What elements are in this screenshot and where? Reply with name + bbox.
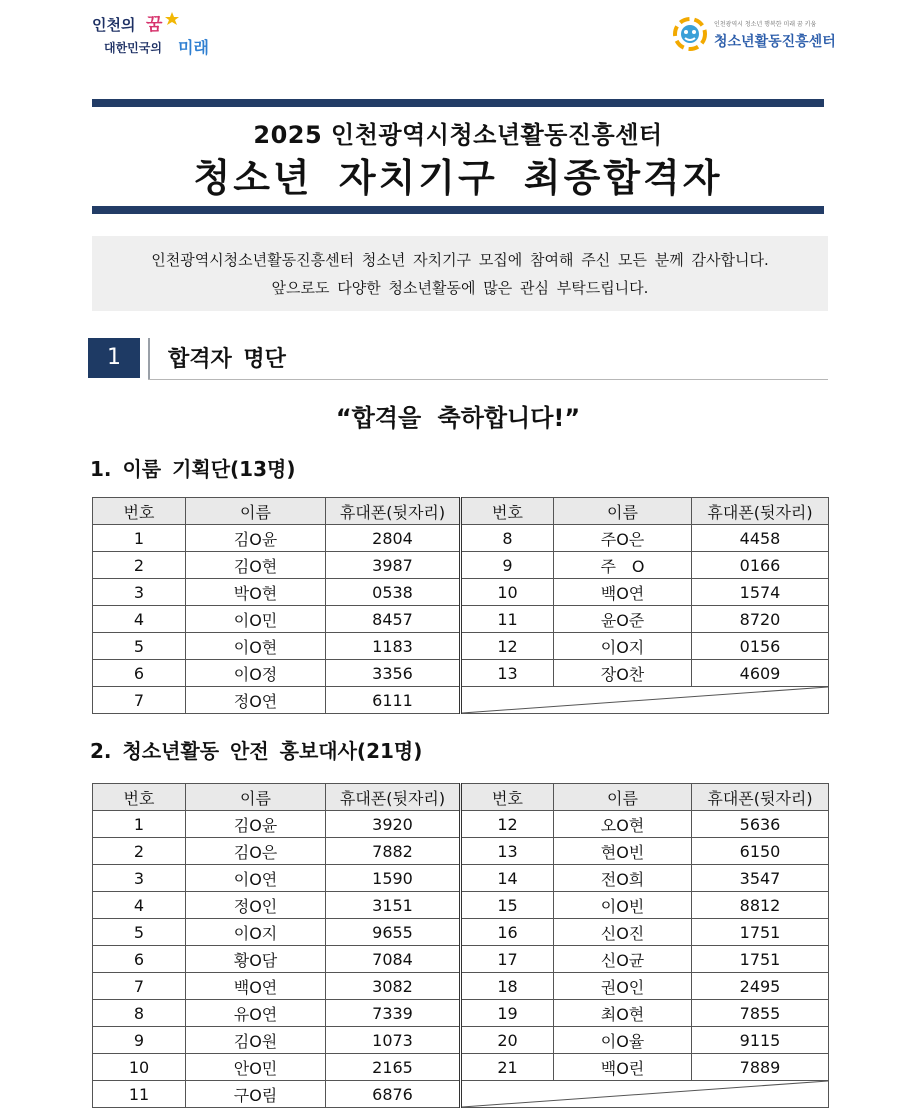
- group-2-body: [93, 811, 829, 1108]
- table-row: [93, 1081, 829, 1108]
- cell-no: 19: [461, 1000, 554, 1027]
- svg-text:청소년활동진흥센터: 청소년활동진흥센터: [714, 34, 836, 50]
- cell-no: 4: [93, 606, 186, 633]
- cell-phone: 6111: [326, 687, 461, 714]
- header-phone: 휴대폰(뒷자리): [326, 498, 461, 525]
- cell-phone: 7339: [326, 1000, 461, 1027]
- header-name: 이름: [186, 498, 326, 525]
- incheon-dream-logo: [86, 8, 236, 60]
- cell-name: 현O빈: [554, 838, 692, 865]
- thank-you-notice: [92, 236, 828, 311]
- notice-line-2: 앞으로도 다양한 청소년활동에 많은 관심 부탁드립니다.: [271, 279, 649, 297]
- cell-no: 6: [93, 946, 186, 973]
- table-row: [93, 606, 829, 633]
- cell-no: 3: [93, 865, 186, 892]
- cell-name: 이O정: [186, 660, 326, 687]
- cell-no: 4: [93, 892, 186, 919]
- table-row: [93, 552, 829, 579]
- cell-no: 12: [461, 633, 554, 660]
- cell-no: 5: [93, 919, 186, 946]
- cell-name: 김O원: [186, 1027, 326, 1054]
- cell-no: 16: [461, 919, 554, 946]
- cell-phone: 0538: [326, 579, 461, 606]
- svg-text:미래: 미래: [178, 38, 209, 57]
- title-top-rule: [92, 99, 824, 107]
- svg-text:꿈: 꿈: [146, 15, 163, 35]
- group-1-body: [93, 525, 829, 714]
- header-phone: 휴대폰(뒷자리): [692, 498, 829, 525]
- section-title: 합격자 명단: [168, 347, 286, 372]
- cell-name: 이O현: [186, 633, 326, 660]
- table-row: [93, 579, 829, 606]
- cell-phone: 4458: [692, 525, 829, 552]
- cell-no: 8: [93, 1000, 186, 1027]
- group-1-table: [92, 497, 829, 714]
- cell-phone: 1751: [692, 919, 829, 946]
- cell-phone: 6150: [692, 838, 829, 865]
- svg-text:인천의: 인천의: [92, 16, 136, 34]
- svg-text:대한민국의: 대한민국의: [104, 41, 162, 55]
- table-row: [93, 660, 829, 687]
- header-name: 이름: [554, 498, 692, 525]
- cell-no: 14: [461, 865, 554, 892]
- cell-no: 20: [461, 1027, 554, 1054]
- table-row: [93, 633, 829, 660]
- cell-no: 10: [93, 1054, 186, 1081]
- cell-name: 주 O: [554, 552, 692, 579]
- cell-phone: 2495: [692, 973, 829, 1000]
- cell-phone: 4609: [692, 660, 829, 687]
- cell-name: 장O찬: [554, 660, 692, 687]
- cell-phone: 0156: [692, 633, 829, 660]
- section-underline: [148, 379, 828, 380]
- cell-no: 7: [93, 687, 186, 714]
- cell-name: 김O윤: [186, 525, 326, 552]
- cell-name: 김O현: [186, 552, 326, 579]
- table-row: [93, 973, 829, 1000]
- table-row: [93, 946, 829, 973]
- cell-name: 이O율: [554, 1027, 692, 1054]
- cell-no: 2: [93, 838, 186, 865]
- header-phone: 휴대폰(뒷자리): [326, 784, 461, 811]
- cell-name: 신O균: [554, 946, 692, 973]
- cell-no: 3: [93, 579, 186, 606]
- cell-phone: 9115: [692, 1027, 829, 1054]
- cell-name: 유O연: [186, 1000, 326, 1027]
- cell-no: 13: [461, 838, 554, 865]
- header-no: 번호: [93, 784, 186, 811]
- cell-no: 9: [93, 1027, 186, 1054]
- cell-name: 권O인: [554, 973, 692, 1000]
- group-2-title: 2. 청소년활동 안전 홍보대사(21명): [90, 739, 423, 763]
- cell-name: 신O진: [554, 919, 692, 946]
- cell-no: 9: [461, 552, 554, 579]
- cell-name: 윤O준: [554, 606, 692, 633]
- cell-name: 이O빈: [554, 892, 692, 919]
- cell-phone: 3082: [326, 973, 461, 1000]
- section-divider: [148, 338, 150, 380]
- table-row: [93, 1000, 829, 1027]
- cell-phone: 3356: [326, 660, 461, 687]
- cell-phone: 7084: [326, 946, 461, 973]
- cell-no: 2: [93, 552, 186, 579]
- cell-phone: 8457: [326, 606, 461, 633]
- notice-line-1: 인천광역시청소년활동진흥센터 청소년 자치기구 모집에 참여해 주신 모든 분께 감사합니다.: [151, 251, 769, 269]
- table-row: [93, 1054, 829, 1081]
- header-no: 번호: [461, 784, 554, 811]
- cell-name: 안O민: [186, 1054, 326, 1081]
- table-row: [93, 1027, 829, 1054]
- svg-text:인천광역시 청소년 행복한 미래 꿈 키움: 인천광역시 청소년 행복한 미래 꿈 키움: [714, 21, 817, 28]
- table-row: [93, 865, 829, 892]
- youth-center-logo: [670, 12, 840, 58]
- header-name: 이름: [186, 784, 326, 811]
- cell-no: 13: [461, 660, 554, 687]
- cell-name: 이O민: [186, 606, 326, 633]
- cell-phone: 1073: [326, 1027, 461, 1054]
- cell-name: 김O윤: [186, 811, 326, 838]
- header-phone: 휴대폰(뒷자리): [692, 784, 829, 811]
- cell-phone: 3987: [326, 552, 461, 579]
- table-row: [93, 892, 829, 919]
- cell-phone: 1574: [692, 579, 829, 606]
- cell-no: 12: [461, 811, 554, 838]
- cell-no: 5: [93, 633, 186, 660]
- table-row: [93, 919, 829, 946]
- cell-phone: 2165: [326, 1054, 461, 1081]
- cell-no: 7: [93, 973, 186, 1000]
- cell-phone: 3151: [326, 892, 461, 919]
- cell-phone: 1751: [692, 946, 829, 973]
- cell-phone: 7855: [692, 1000, 829, 1027]
- cell-name: 백O린: [554, 1054, 692, 1081]
- cell-no: 1: [93, 525, 186, 552]
- cell-phone: 8720: [692, 606, 829, 633]
- cell-no: 1: [93, 811, 186, 838]
- cell-name: 이O지: [186, 919, 326, 946]
- cell-no: 15: [461, 892, 554, 919]
- cell-phone: 3920: [326, 811, 461, 838]
- group-1-title: 1. 이룸 기획단(13명): [90, 457, 296, 481]
- cell-name: 주O은: [554, 525, 692, 552]
- header-no: 번호: [93, 498, 186, 525]
- cell-no: 10: [461, 579, 554, 606]
- cell-no: 11: [93, 1081, 186, 1108]
- cell-phone: 9655: [326, 919, 461, 946]
- title-bottom-rule: [92, 206, 824, 214]
- cell-phone: 7882: [326, 838, 461, 865]
- cell-name: 정O연: [186, 687, 326, 714]
- empty-cell: [461, 687, 829, 714]
- cell-name: 이O지: [554, 633, 692, 660]
- cell-phone: 1183: [326, 633, 461, 660]
- cell-phone: 5636: [692, 811, 829, 838]
- cell-phone: 6876: [326, 1081, 461, 1108]
- table-row: [93, 525, 829, 552]
- cell-name: 구O림: [186, 1081, 326, 1108]
- table-row: [93, 687, 829, 714]
- section-number: 1: [88, 338, 140, 378]
- cell-phone: 2804: [326, 525, 461, 552]
- table-row: [93, 838, 829, 865]
- group-2-table: [92, 783, 829, 1108]
- cell-name: 백O연: [186, 973, 326, 1000]
- cell-no: 18: [461, 973, 554, 1000]
- cell-phone: 3547: [692, 865, 829, 892]
- cell-name: 박O현: [186, 579, 326, 606]
- table-header-row: [93, 498, 829, 525]
- cell-name: 김O은: [186, 838, 326, 865]
- cell-name: 정O인: [186, 892, 326, 919]
- cell-name: 전O희: [554, 865, 692, 892]
- cell-no: 21: [461, 1054, 554, 1081]
- cell-phone: 7889: [692, 1054, 829, 1081]
- congratulations-heading: “합격을 축하합니다!”: [335, 404, 581, 432]
- cell-name: 오O현: [554, 811, 692, 838]
- table-header-row: [93, 784, 829, 811]
- empty-cell: [461, 1081, 829, 1108]
- cell-name: 이O연: [186, 865, 326, 892]
- cell-name: 황O담: [186, 946, 326, 973]
- page-title: 청소년 자치기구 최종합격자: [193, 156, 723, 200]
- cell-no: 11: [461, 606, 554, 633]
- cell-phone: 0166: [692, 552, 829, 579]
- cell-name: 최O현: [554, 1000, 692, 1027]
- cell-no: 17: [461, 946, 554, 973]
- cell-name: 백O연: [554, 579, 692, 606]
- table-row: [93, 811, 829, 838]
- cell-no: 6: [93, 660, 186, 687]
- cell-phone: 1590: [326, 865, 461, 892]
- header-no: 번호: [461, 498, 554, 525]
- title-year-org: 2025 인천광역시청소년활동진흥센터: [253, 121, 663, 149]
- cell-no: 8: [461, 525, 554, 552]
- header-name: 이름: [554, 784, 692, 811]
- cell-phone: 8812: [692, 892, 829, 919]
